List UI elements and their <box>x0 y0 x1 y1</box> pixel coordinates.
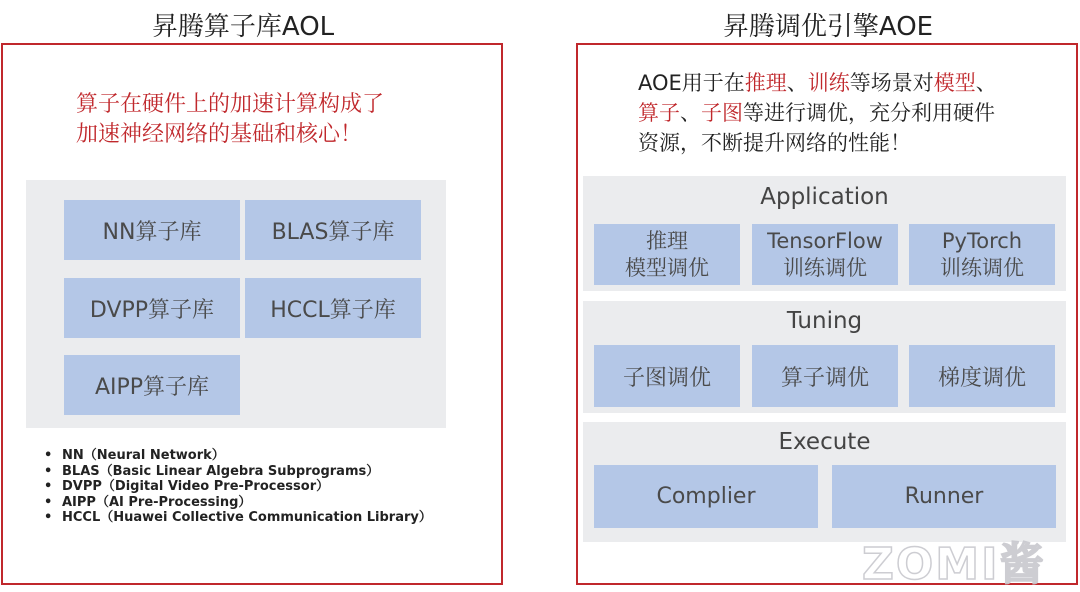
aoe-title: 昇腾调优引擎AOE <box>722 12 934 42</box>
note-item: • BLAS（Basic Linear Algebra Subprograms） <box>44 463 380 479</box>
aol-headline-line2: 加速神经网络的基础和核心！ <box>76 122 363 147</box>
cell-line2: 模型调优 <box>625 255 709 280</box>
aol-headline-line1: 算子在硬件上的加速计算构成了 <box>76 92 385 117</box>
execute-label: Execute <box>778 429 871 455</box>
aoe-desc-line2: 算子、子图等进行调优，充分利用硬件 <box>638 101 995 125</box>
cell-line1: 推理 <box>646 228 688 253</box>
compiler-box: Complier <box>594 465 818 528</box>
aoe-description <box>638 68 997 158</box>
blas-library-box: BLAS算子库 <box>245 200 421 260</box>
aoe-desc-line1: AOE用于在推理、训练等场景对模型、 <box>638 71 997 95</box>
aol-title: 昇腾算子库AOL <box>151 12 335 42</box>
note-item: • HCCL（Huawei Collective Communication Library） <box>44 510 432 525</box>
application-label: Application <box>760 184 889 210</box>
cell-line2: 训练调优 <box>783 255 867 280</box>
note-item: • AIPP（AI Pre-Processing） <box>44 494 252 510</box>
note-item: • NN（Neural Network） <box>44 448 225 463</box>
dvpp-library-box: DVPP算子库 <box>64 278 240 338</box>
aoe-desc-line3: 资源，不断提升网络的性能！ <box>638 131 911 155</box>
tuning-label: Tuning <box>786 308 863 334</box>
cell-line1: PyTorch <box>941 228 1023 253</box>
tensorflow-training-tuning-box <box>752 224 898 285</box>
inference-model-tuning-box <box>594 224 740 285</box>
aipp-library-box: AIPP算子库 <box>64 355 240 415</box>
zomi-watermark: ZOMI酱 <box>862 539 1046 590</box>
gradient-tuning-box: 梯度调优 <box>909 345 1055 407</box>
hccl-library-box: HCCL算子库 <box>245 278 421 338</box>
subgraph-tuning-box: 子图调优 <box>594 345 740 407</box>
aol-headline <box>76 90 384 150</box>
note-item: • DVPP（Digital Video Pre-Processor） <box>44 479 330 494</box>
cell-line2: 训练调优 <box>940 255 1024 280</box>
operator-tuning-box: 算子调优 <box>752 345 898 407</box>
abbreviation-notes <box>44 448 432 526</box>
runner-box: Runner <box>832 465 1056 528</box>
nn-library-box: NN算子库 <box>64 200 240 260</box>
cell-line1: TensorFlow <box>767 228 883 253</box>
pytorch-training-tuning-box <box>909 224 1055 285</box>
